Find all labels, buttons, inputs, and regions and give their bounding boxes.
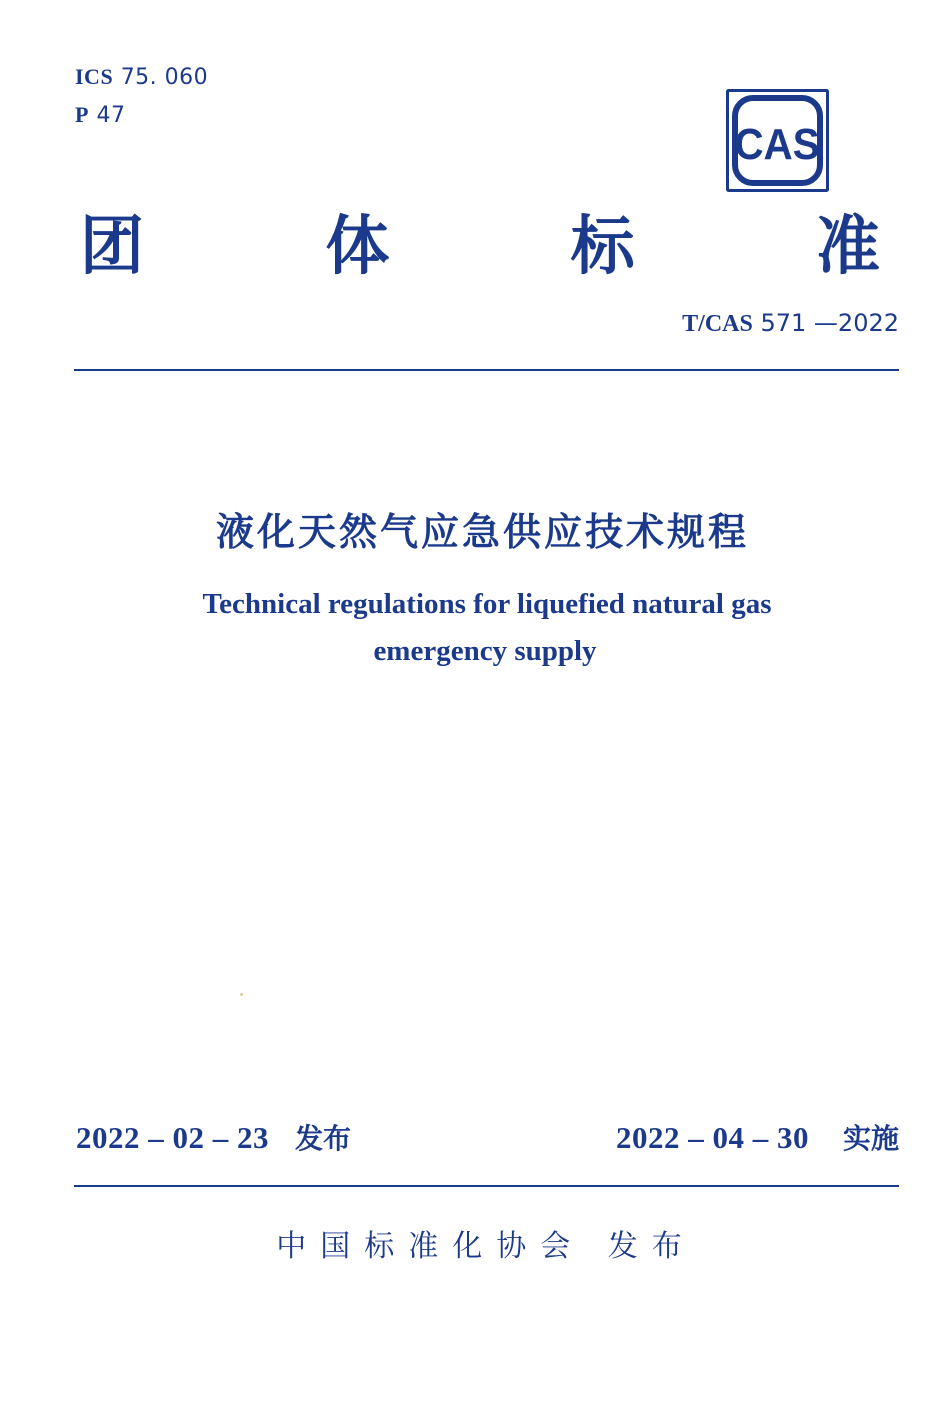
publisher: 中国标准化协会 发布: [276, 1229, 696, 1264]
title-english-line-1: Technical regulations for liquefied natural gas: [202, 588, 772, 620]
ics-code: 75. 060: [120, 65, 209, 90]
bottom-divider: [74, 1185, 899, 1187]
implement-date: 2022 – 04 – 30: [615, 1120, 809, 1155]
standard-number: [682, 308, 899, 339]
standard-number-value: 571 —2022: [760, 309, 899, 337]
standard-type-char-3: 标: [570, 210, 635, 284]
cas-logo: [726, 89, 829, 192]
ics-label: ICS: [75, 64, 114, 89]
standard-number-prefix: T/CAS: [682, 311, 753, 337]
title-chinese: 液化天然气应急供应技术规程: [215, 510, 749, 554]
paper-speck: [240, 993, 243, 996]
standard-type-char-4: 准: [815, 210, 880, 284]
issue-label: 发布: [295, 1122, 352, 1155]
logo-text: CAS: [734, 119, 820, 169]
issue-date: 2022 – 02 – 23: [76, 1120, 269, 1155]
top-divider: [74, 369, 899, 371]
ccs-code: 47: [96, 103, 126, 128]
ccs-label: P: [75, 102, 89, 127]
implement-label: 实施: [842, 1122, 899, 1155]
implement-date-block: [616, 1118, 899, 1159]
standard-type-char-2: 体: [325, 210, 390, 284]
issue-date-block: [76, 1118, 351, 1159]
title-english-line-2: emergency supply: [373, 635, 597, 667]
standard-type-char-1: 团: [80, 210, 144, 284]
ics-classification: [75, 64, 208, 91]
ccs-classification: [75, 102, 125, 129]
standard-type-heading: [80, 207, 880, 287]
